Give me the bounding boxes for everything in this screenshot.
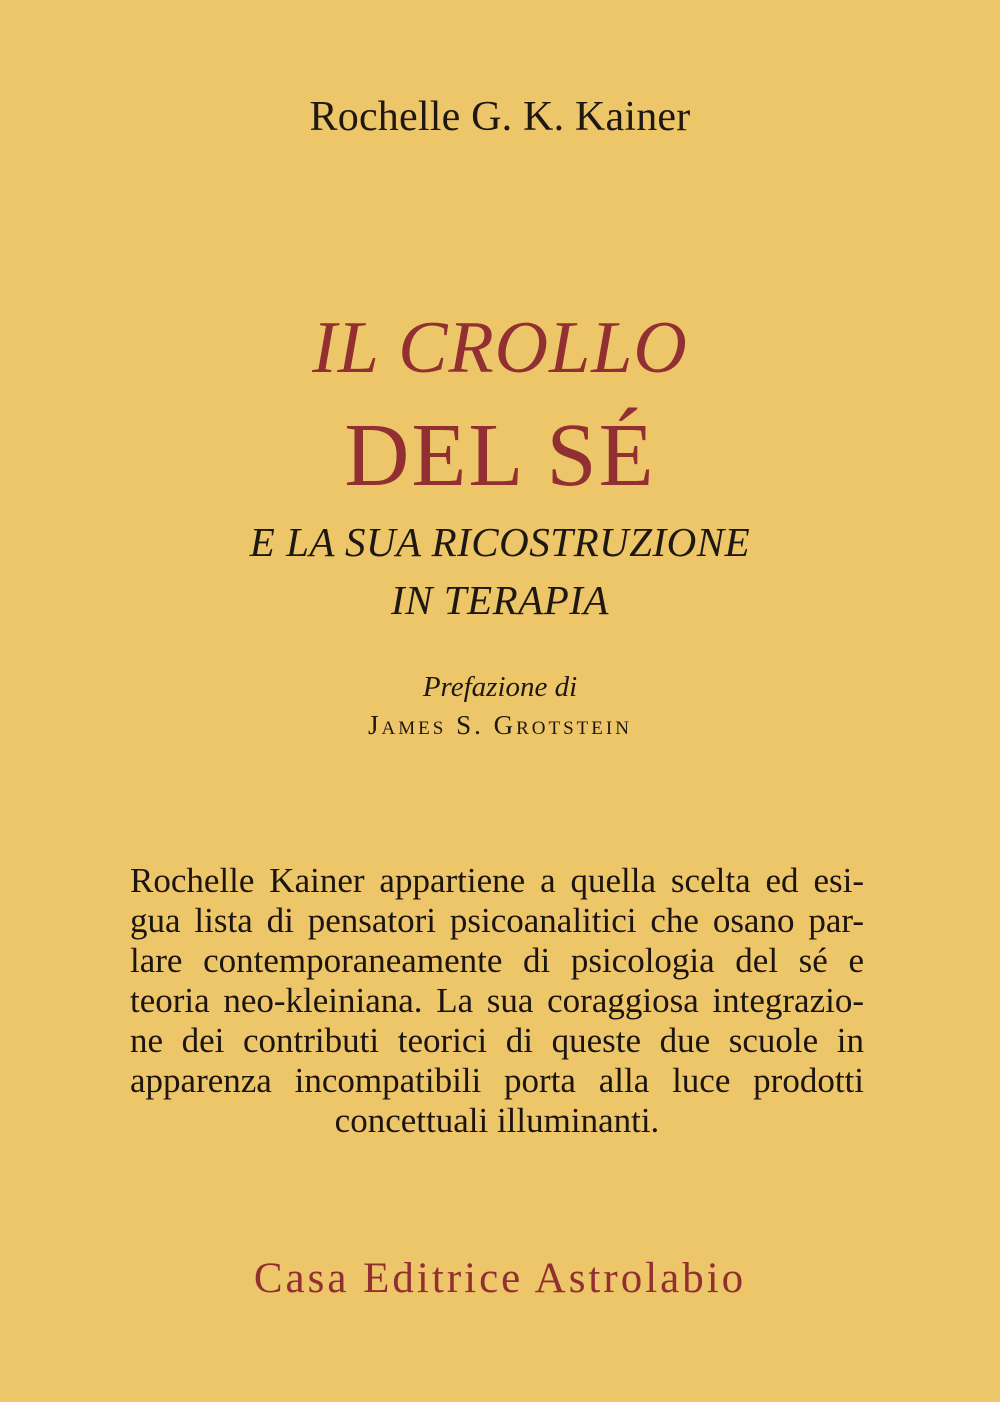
blurb-line: lare contemporaneamente di psicologia del sé e <box>130 941 864 980</box>
blurb-line: apparenza incompatibili porta alla luce prodotti <box>130 1061 864 1100</box>
blurb-line: Rochelle Kainer appartiene a quella scelta ed esi- <box>130 861 864 900</box>
blurb-line: ne dei contributi teorici di queste due scuole in <box>130 1021 864 1060</box>
back-cover-blurb <box>130 861 864 1141</box>
blurb-line: gua lista di pensatori psicoanalitici che osano par- <box>130 901 864 940</box>
subtitle-line-2: IN TERAPIA <box>391 577 609 623</box>
blurb-line: concettuali illuminanti. <box>334 1101 660 1140</box>
title-line-2: DEL SÉ <box>344 406 656 505</box>
title-line-1: IL CROLLO <box>312 307 688 389</box>
preface-author: James S. Grotstein <box>368 710 632 740</box>
blurb-line: teoria neo-kleiniana. La sua coraggiosa integrazio- <box>130 981 864 1020</box>
subtitle-line-1: E LA SUA RICOSTRUZIONE <box>249 519 751 565</box>
preface-label: Prefazione di <box>422 671 578 703</box>
publisher-name: Casa Editrice Astrolabio <box>253 1255 747 1302</box>
author-name: Rochelle G. K. Kainer <box>309 94 691 140</box>
